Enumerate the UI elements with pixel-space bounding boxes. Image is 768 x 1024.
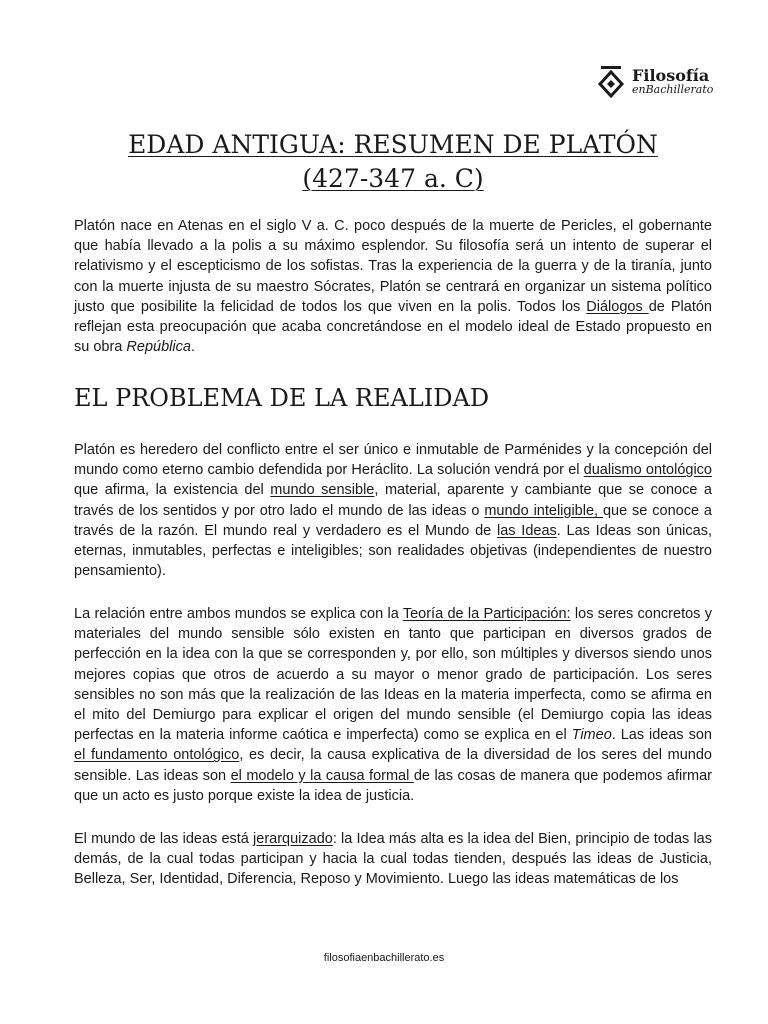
intro-text-2: de Platón reflejan esta preocupación que acaba concretándose en el modelo ideal de Estado propuesto en su obra <box>74 298 712 356</box>
page-title <box>74 128 712 196</box>
logo-subtitle: enBachillerato <box>632 83 714 96</box>
diamond-logo-icon <box>598 66 624 98</box>
intro-text-1: Platón nace en Atenas en el siglo V a. C. poco después de la muerte de Pericles, el gobernante que había llevado a la polis a su máximo esplendor. Su filosofía será un intento de superar el relativismo y el escepticismo de los sofistas. Tras la experiencia de la guerra y de la tiranía, junto con la muerte injusta de su maestro Sócrates, Platón se centrará en organizar un sistema político justo que posibilite la felicidad de todos los que viven en la polis. Todos los <box>74 218 712 315</box>
p3-text-3: . Las ideas son <box>611 727 712 744</box>
republica-title: República <box>126 339 191 356</box>
paragraph-participation <box>74 604 712 806</box>
p3-text-2: los seres concretos y materiales del mundo sensible sólo existen en tanto que participan en diversos grados de perfección en la idea con la que se corresponden y, por ello, son múltiples y diversos siendo unos mejores copias que otros de acuerdo a su mayor o menor grado de participación. Los seres sensibles no son más que la realización de las Ideas en la materia imperfecta, como se afirma en el mito del Demiurgo para explicar el origen del mundo sensible (el Demiurgo copia las ideas perfectas en la materia informe caótica e imperfecta) como se explica en el <box>74 606 712 744</box>
p3-text-4: , es decir, la causa explicativa de la diversidad de los seres del mundo sensible. Las ideas son <box>74 747 712 784</box>
jerarquizado-link[interactable]: jerarquizado <box>253 831 333 847</box>
title-line-2: (427-347 a. C) <box>302 164 484 193</box>
modelo-causa-formal-link[interactable]: el modelo y la causa formal <box>230 767 414 784</box>
p2-text-5: . Las Ideas son únicas, eternas, inmutables, perfectas e inteligibles; son realidades objetivas (independientes de nuestro pensamiento). <box>74 522 712 580</box>
intro-text-3: . <box>190 339 195 356</box>
title-line-1: EDAD ANTIGUA: RESUMEN DE PLATÓN <box>128 130 658 159</box>
p2-text-4: que se conoce a través de la razón. El mundo real y verdadero es el Mundo de <box>74 502 712 539</box>
p3-text-5: de las cosas de manera que podemos afirmar que un acto es justo porque existe la idea de justicia. <box>74 767 712 804</box>
site-logo[interactable] <box>598 64 718 100</box>
las-ideas-link[interactable]: las Ideas <box>497 522 557 539</box>
mundo-inteligible-link[interactable]: mundo inteligible, <box>484 502 603 519</box>
mundo-sensible-link[interactable]: mundo sensible <box>270 482 375 499</box>
paragraph-dualism <box>74 440 712 581</box>
logo-brand-name: Filosofía <box>632 66 710 85</box>
dialogos-link[interactable]: Diálogos <box>586 298 649 315</box>
timeo-title: Timeo <box>571 727 612 744</box>
dualismo-ontologico-link[interactable]: dualismo ontológico <box>583 462 712 479</box>
p2-text-2: que afirma, la existencia del <box>74 482 271 499</box>
section-heading: EL PROBLEMA DE LA REALIDAD <box>74 384 490 412</box>
p4-text-1: El mundo de las ideas está <box>74 831 254 847</box>
footer-url[interactable]: filosofiaenbachillerato.es <box>323 952 445 964</box>
p2-text-1: Platón es heredero del conflicto entre el ser único e inmutable de Parménides y la concepción del mundo como eterno cambio defendida por Heráclito. La solución vendrá por el <box>74 442 712 479</box>
intro-paragraph <box>74 216 712 357</box>
p3-text-1: La relación entre ambos mundos se explica con la <box>74 606 403 622</box>
p2-text-3: , material, aparente y cambiante que se conoce a través de los sentidos y por otro lado el mundo de las ideas o <box>74 482 712 519</box>
paragraph-hierarchy <box>74 829 712 890</box>
p4-text-2: : la Idea más alta es la idea del Bien, principio de todas las demás, de la cual todas participan y hacia la cual todas tienden, después las ideas de Justicia, Belleza, Ser, Identidad, Diferencia, Reposo y Movimiento. Luego las ideas matemáticas de los <box>74 831 712 888</box>
fundamento-ontologico-link[interactable]: el fundamento ontológico <box>74 747 240 764</box>
teoria-participacion-link[interactable]: Teoría de la Participación: <box>402 606 571 622</box>
